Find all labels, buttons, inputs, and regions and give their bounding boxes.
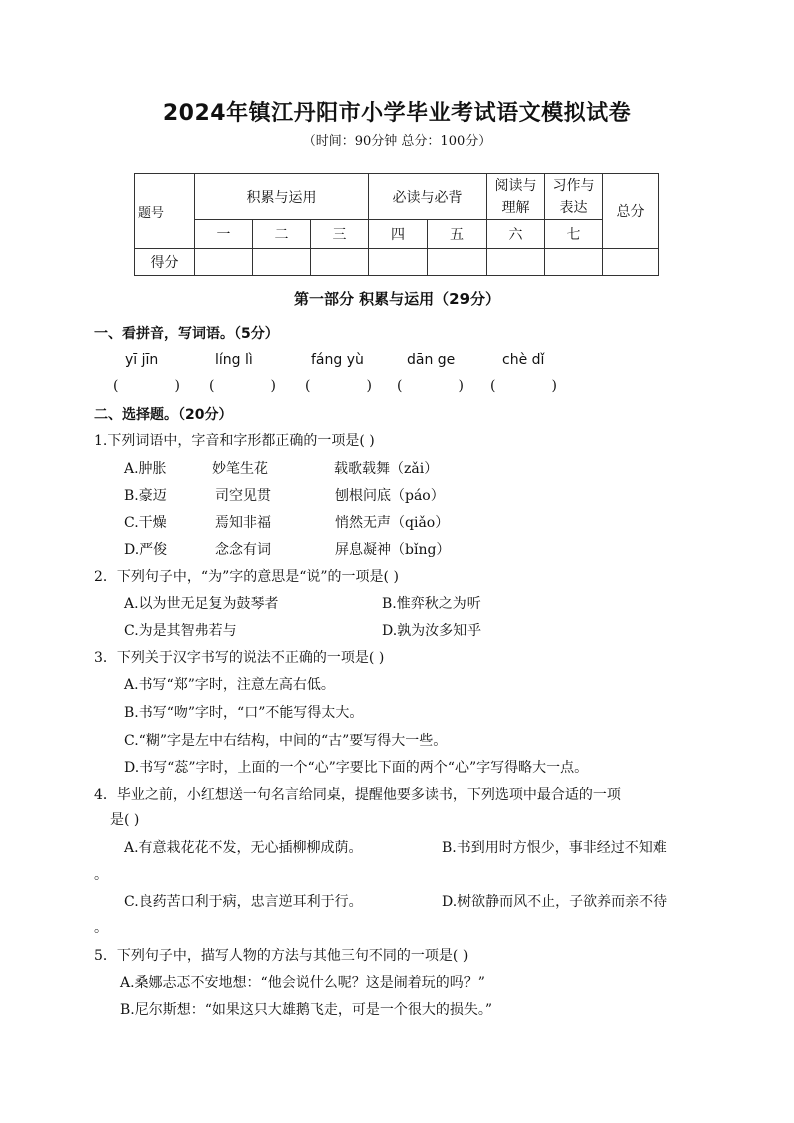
- table-header-tihao: 题号: [135, 174, 195, 249]
- q1-option-a-pinyin: 载歌载舞（zǎi）: [334, 461, 439, 477]
- q1-option-b-idiom: 司空见贯: [215, 488, 271, 504]
- table-group-jilei: 积累与运用: [195, 174, 369, 220]
- score-cell[interactable]: [545, 249, 603, 276]
- answer-blank-2[interactable]: ( ): [209, 378, 276, 394]
- q1-option-d-word: D.严俊: [124, 542, 168, 558]
- table-num-3: 三: [311, 220, 369, 249]
- question-5-stem: 5．下列句子中，描写人物的方法与其他三句不同的一项是( ): [94, 948, 469, 964]
- score-cell[interactable]: [311, 249, 369, 276]
- pinyin-2: líng lì: [215, 352, 253, 368]
- q1-option-c-pinyin: 悄然无声（qiǎo）: [335, 515, 450, 531]
- q1-option-c-word: C.干燥: [124, 515, 167, 531]
- q5-option-a: A.桑娜忐忑不安地想：“他会说什么呢？这是闹着玩的吗？”: [120, 975, 485, 991]
- pinyin-5: chè dǐ: [502, 352, 545, 368]
- q4-option-b: B.书到用时方恨少，事非经过不知难: [442, 840, 667, 856]
- table-group-xizuo: 习作与表达: [545, 174, 603, 220]
- table-num-5: 五: [428, 220, 487, 249]
- q1-option-c-idiom: 焉知非福: [215, 515, 271, 531]
- answer-blank-1[interactable]: ( ): [113, 378, 180, 394]
- answer-blank-5[interactable]: ( ): [490, 378, 557, 394]
- score-cell[interactable]: [253, 249, 311, 276]
- q1-option-a-word: A.肿胀: [124, 461, 167, 477]
- question-1-stem: 1.下列词语中，字音和字形都正确的一项是( ): [94, 433, 375, 449]
- q1-option-a-idiom: 妙笔生花: [212, 461, 268, 477]
- q4-option-a: A.有意栽花花不发，无心插柳柳成荫。: [124, 840, 363, 856]
- part-one-title: 第一部分 积累与运用（29分）: [293, 290, 501, 308]
- q3-option-d: D.书写“蕊”字时，上面的一个“心”字要比下面的两个“心”字写得略大一点。: [124, 760, 589, 776]
- score-cell-total[interactable]: [603, 249, 659, 276]
- q3-option-c: C.“糊”字是左中右结构，中间的“古”要写得大一些。: [124, 733, 448, 749]
- table-group-yuedu: 阅读与理解: [487, 174, 545, 220]
- q3-option-b: B.书写“吻”字时，“口”不能写得太大。: [124, 705, 364, 721]
- table-num-1: 一: [195, 220, 253, 249]
- q4-option-c: C.良药苦口利于病，忠言逆耳利于行。: [124, 894, 363, 910]
- question-4-stem-line2: 是( ): [110, 812, 140, 828]
- score-cell[interactable]: [369, 249, 428, 276]
- question-2-stem: 2．下列句子中，“为”字的意思是“说”的一项是( ): [94, 569, 399, 585]
- q2-option-c: C.为是其智弗若与: [124, 623, 237, 639]
- score-table: [134, 173, 659, 276]
- score-cell[interactable]: [428, 249, 487, 276]
- table-num-4: 四: [369, 220, 428, 249]
- q1-option-d-idiom: 念念有词: [215, 542, 271, 558]
- pinyin-4: dān ge: [407, 352, 456, 368]
- question-4-stem-line1: 4．毕业之前，小红想送一句名言给同桌，提醒他要多读书，下列选项中最合适的一项: [94, 787, 621, 803]
- pinyin-1: yī jīn: [125, 352, 159, 368]
- q3-option-a: A.书写“郑”字时，注意左高右低。: [124, 677, 335, 693]
- q5-option-b: B.尼尔斯想：“如果这只大雄鹅飞走，可是一个很大的损失。”: [120, 1002, 493, 1018]
- table-group-bidu: 必读与必背: [369, 174, 487, 220]
- pinyin-3: fáng yù: [311, 352, 364, 368]
- q4-option-d-tail: 。: [94, 920, 108, 936]
- section-one-heading: 一、看拼音，写词语。（5分）: [94, 326, 279, 342]
- q4-option-b-tail: 。: [94, 867, 108, 883]
- q2-option-b: B.惟弈秋之为听: [382, 596, 481, 612]
- table-header-defen: 得分: [135, 249, 195, 276]
- table-num-6: 六: [487, 220, 545, 249]
- table-header-total: 总分: [603, 174, 659, 249]
- answer-blank-3[interactable]: ( ): [305, 378, 372, 394]
- score-cell[interactable]: [487, 249, 545, 276]
- table-num-7: 七: [545, 220, 603, 249]
- answer-blank-4[interactable]: ( ): [397, 378, 464, 394]
- section-two-heading: 二、选择题。（20分）: [94, 407, 233, 423]
- q1-option-d-pinyin: 屏息凝神（bǐng）: [335, 542, 451, 558]
- q1-option-b-word: B.豪迈: [124, 488, 167, 504]
- exam-subtitle: （时间：90分钟 总分：100分）: [302, 134, 492, 149]
- q2-option-d: D.孰为汝多知乎: [382, 623, 482, 639]
- table-num-2: 二: [253, 220, 311, 249]
- q2-option-a: A.以为世无足复为鼓琴者: [124, 596, 279, 612]
- q1-option-b-pinyin: 刨根问底（páo）: [335, 488, 445, 504]
- score-cell[interactable]: [195, 249, 253, 276]
- question-3-stem: 3．下列关于汉字书写的说法不正确的一项是( ): [94, 650, 385, 666]
- q4-option-d: D.树欲静而风不止，子欲养而亲不待: [442, 894, 668, 910]
- exam-title: 2024年镇江丹阳市小学毕业考试语文模拟试卷: [162, 101, 632, 126]
